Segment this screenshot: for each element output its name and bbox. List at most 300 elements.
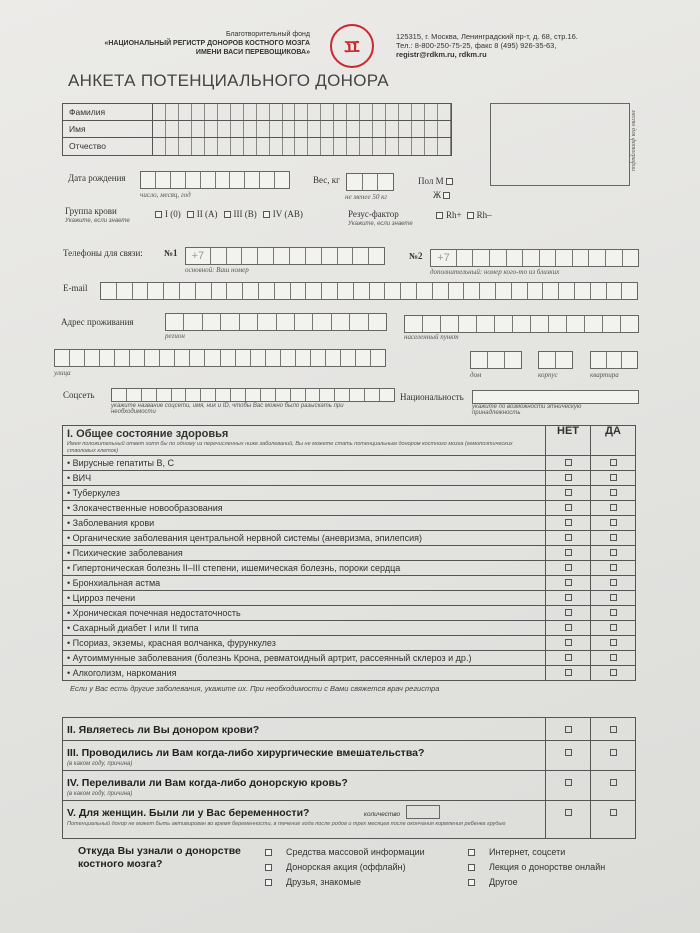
- nationality-field[interactable]: [472, 390, 639, 404]
- char-cell[interactable]: [141, 172, 156, 188]
- char-cell[interactable]: [549, 316, 567, 332]
- char-cell[interactable]: [276, 389, 291, 401]
- char-cell[interactable]: [433, 283, 449, 299]
- char-cell[interactable]: [156, 172, 171, 188]
- checkbox[interactable]: [468, 879, 475, 886]
- char-cell[interactable]: [296, 350, 311, 366]
- char-cell[interactable]: [313, 314, 331, 330]
- yes-checkbox[interactable]: [610, 594, 617, 601]
- char-cell[interactable]: [242, 248, 258, 264]
- char-cell[interactable]: [360, 104, 373, 120]
- char-cell[interactable]: [311, 350, 326, 366]
- char-cell[interactable]: [480, 283, 496, 299]
- char-cell[interactable]: [205, 138, 218, 155]
- char-cell[interactable]: [281, 350, 296, 366]
- char-cell[interactable]: [399, 138, 412, 155]
- char-cell[interactable]: [218, 138, 231, 155]
- char-cell[interactable]: [505, 352, 521, 368]
- char-cell[interactable]: [205, 350, 220, 366]
- char-cell[interactable]: [603, 316, 621, 332]
- char-cell[interactable]: [258, 248, 274, 264]
- char-cell[interactable]: [585, 316, 603, 332]
- char-cell[interactable]: [540, 250, 557, 266]
- yes-checkbox[interactable]: [610, 489, 617, 496]
- char-cell[interactable]: [205, 104, 218, 120]
- char-cell[interactable]: [438, 121, 451, 137]
- char-cell[interactable]: [205, 121, 218, 137]
- char-cell[interactable]: [179, 121, 192, 137]
- yes-checkbox[interactable]: [610, 809, 617, 816]
- no-checkbox[interactable]: [565, 534, 572, 541]
- char-cell[interactable]: [166, 121, 179, 137]
- char-cell[interactable]: [171, 172, 186, 188]
- checkbox[interactable]: [187, 211, 194, 218]
- char-cell[interactable]: [347, 174, 363, 190]
- char-cell[interactable]: [335, 389, 350, 401]
- char-cell[interactable]: [591, 283, 607, 299]
- char-cell[interactable]: [101, 283, 117, 299]
- char-cell[interactable]: [490, 250, 507, 266]
- no-checkbox[interactable]: [565, 809, 572, 816]
- char-cell[interactable]: [244, 104, 257, 120]
- yes-checkbox[interactable]: [610, 669, 617, 676]
- checkbox[interactable]: [265, 879, 272, 886]
- source-option[interactable]: Средства массовой информации: [265, 845, 468, 860]
- char-cell[interactable]: [260, 172, 275, 188]
- char-cell[interactable]: [172, 389, 187, 401]
- checkbox[interactable]: [436, 212, 443, 219]
- char-cell[interactable]: [257, 104, 270, 120]
- char-cell[interactable]: [117, 283, 133, 299]
- city-field[interactable]: [404, 315, 639, 333]
- blood-option[interactable]: III (B): [224, 209, 257, 219]
- social-field[interactable]: [111, 388, 395, 402]
- char-cell[interactable]: [142, 389, 157, 401]
- char-cell[interactable]: [164, 283, 180, 299]
- phone2-field[interactable]: [430, 249, 639, 267]
- char-cell[interactable]: [218, 104, 231, 120]
- char-cell[interactable]: [543, 283, 559, 299]
- no-checkbox[interactable]: [565, 594, 572, 601]
- char-cell[interactable]: [179, 104, 192, 120]
- char-cell[interactable]: [373, 104, 386, 120]
- char-cell[interactable]: [412, 138, 425, 155]
- char-cell[interactable]: [399, 121, 412, 137]
- char-cell[interactable]: [350, 389, 365, 401]
- char-cell[interactable]: [115, 350, 130, 366]
- checkbox[interactable]: [263, 211, 270, 218]
- yes-checkbox[interactable]: [610, 579, 617, 586]
- char-cell[interactable]: [148, 283, 164, 299]
- char-cell[interactable]: [190, 350, 205, 366]
- char-cell[interactable]: [405, 316, 423, 332]
- char-cell[interactable]: [184, 314, 202, 330]
- char-cell[interactable]: [512, 283, 528, 299]
- char-cell[interactable]: [341, 350, 356, 366]
- char-cell[interactable]: [270, 121, 283, 137]
- phone2-hint: дополнительный: номер кого-то из близких: [430, 268, 560, 276]
- char-cell[interactable]: [591, 352, 607, 368]
- source-option[interactable]: Интернет, соцсети: [468, 845, 605, 860]
- char-cell[interactable]: [186, 172, 201, 188]
- char-cell[interactable]: [295, 138, 308, 155]
- char-cell[interactable]: [386, 138, 399, 155]
- no-checkbox[interactable]: [565, 564, 572, 571]
- char-cell[interactable]: [231, 104, 244, 120]
- char-cell[interactable]: [244, 121, 257, 137]
- char-cell[interactable]: [438, 138, 451, 155]
- char-cell[interactable]: [321, 138, 334, 155]
- char-cell[interactable]: [85, 350, 100, 366]
- flat-field[interactable]: [590, 351, 638, 369]
- char-cell[interactable]: [216, 389, 231, 401]
- char-cell[interactable]: [245, 172, 260, 188]
- char-cell[interactable]: [166, 314, 184, 330]
- char-cell[interactable]: [496, 283, 512, 299]
- char-cell[interactable]: [373, 121, 386, 137]
- char-cell[interactable]: [623, 250, 639, 266]
- char-cell[interactable]: [259, 283, 275, 299]
- char-cell[interactable]: [589, 250, 606, 266]
- char-cell[interactable]: [55, 350, 70, 366]
- sex-female[interactable]: Ж: [433, 190, 453, 200]
- no-checkbox[interactable]: [565, 749, 572, 756]
- char-cell[interactable]: [295, 121, 308, 137]
- char-cell[interactable]: [270, 138, 283, 155]
- char-cell[interactable]: [322, 283, 338, 299]
- char-cell[interactable]: [283, 104, 296, 120]
- no-checkbox[interactable]: [565, 779, 572, 786]
- email-field[interactable]: [100, 282, 638, 300]
- char-cell[interactable]: [559, 283, 575, 299]
- char-cell[interactable]: [321, 104, 334, 120]
- char-cell[interactable]: [127, 389, 142, 401]
- char-cell[interactable]: [607, 283, 623, 299]
- char-cell[interactable]: [212, 283, 228, 299]
- char-cell[interactable]: [274, 248, 290, 264]
- char-cell[interactable]: [360, 138, 373, 155]
- char-cell[interactable]: [373, 138, 386, 155]
- char-cell[interactable]: [153, 104, 166, 120]
- region-field[interactable]: [165, 313, 387, 331]
- char-cell[interactable]: [257, 121, 270, 137]
- char-cell[interactable]: [334, 121, 347, 137]
- checkbox[interactable]: [467, 212, 474, 219]
- char-cell[interactable]: [180, 283, 196, 299]
- char-cell[interactable]: [531, 316, 549, 332]
- char-cell[interactable]: [573, 250, 590, 266]
- char-cell[interactable]: [277, 314, 295, 330]
- char-cell[interactable]: [70, 350, 85, 366]
- char-cell[interactable]: [347, 138, 360, 155]
- source-option[interactable]: Лекция о донорстве онлайн: [468, 860, 605, 875]
- char-cell[interactable]: [175, 350, 190, 366]
- char-cell[interactable]: [459, 316, 477, 332]
- char-cell[interactable]: [378, 174, 393, 190]
- char-cell[interactable]: [556, 352, 572, 368]
- char-cell[interactable]: [236, 350, 251, 366]
- no-checkbox[interactable]: [565, 474, 572, 481]
- house-field[interactable]: [470, 351, 522, 369]
- char-cell[interactable]: [621, 316, 638, 332]
- char-cell[interactable]: [270, 104, 283, 120]
- yes-checkbox[interactable]: [610, 534, 617, 541]
- char-cell[interactable]: [244, 138, 257, 155]
- char-cell[interactable]: [275, 172, 289, 188]
- no-checkbox[interactable]: [565, 726, 572, 733]
- char-cell[interactable]: [528, 283, 544, 299]
- char-cell[interactable]: [283, 121, 296, 137]
- char-cell[interactable]: [290, 248, 306, 264]
- char-cell[interactable]: [363, 174, 379, 190]
- no-checkbox[interactable]: [565, 669, 572, 676]
- char-cell[interactable]: [186, 389, 201, 401]
- char-cell[interactable]: [385, 283, 401, 299]
- char-cell[interactable]: [412, 121, 425, 137]
- char-cell[interactable]: [261, 389, 276, 401]
- yes-checkbox[interactable]: [610, 519, 617, 526]
- char-cell[interactable]: [477, 316, 495, 332]
- no-checkbox[interactable]: [565, 489, 572, 496]
- rhesus-option[interactable]: Rh–: [467, 210, 492, 220]
- yes-checkbox[interactable]: [610, 549, 617, 556]
- char-cell[interactable]: [243, 283, 259, 299]
- char-cell[interactable]: [130, 350, 145, 366]
- char-cell[interactable]: [295, 314, 313, 330]
- char-cell[interactable]: [575, 283, 591, 299]
- char-cell[interactable]: [145, 350, 160, 366]
- char-cell[interactable]: [227, 283, 243, 299]
- char-cell[interactable]: [523, 250, 540, 266]
- char-cell[interactable]: [622, 283, 637, 299]
- char-cell[interactable]: [365, 389, 380, 401]
- char-cell[interactable]: +7: [431, 250, 457, 266]
- char-cell[interactable]: [218, 121, 231, 137]
- char-cell[interactable]: [353, 248, 369, 264]
- char-cell[interactable]: [306, 389, 321, 401]
- char-cell[interactable]: [380, 389, 394, 401]
- char-cell[interactable]: [257, 138, 270, 155]
- no-checkbox[interactable]: [565, 519, 572, 526]
- weight-field[interactable]: [346, 173, 394, 191]
- char-cell[interactable]: [350, 314, 368, 330]
- char-cell[interactable]: [306, 248, 322, 264]
- char-cell[interactable]: [370, 283, 386, 299]
- char-cell[interactable]: [338, 248, 354, 264]
- no-checkbox[interactable]: [565, 504, 572, 511]
- char-cell[interactable]: [275, 283, 291, 299]
- char-cell[interactable]: [488, 352, 505, 368]
- char-cell[interactable]: [216, 172, 231, 188]
- yes-checkbox[interactable]: [610, 654, 617, 661]
- source-option[interactable]: Донорская акция (оффлайн): [265, 860, 468, 875]
- char-cell[interactable]: [100, 350, 115, 366]
- char-cell[interactable]: +7: [186, 248, 211, 264]
- yes-checkbox[interactable]: [610, 779, 617, 786]
- char-cell[interactable]: [153, 121, 166, 137]
- char-cell[interactable]: [607, 352, 623, 368]
- char-cell[interactable]: [425, 121, 438, 137]
- char-cell[interactable]: [606, 250, 623, 266]
- yes-checkbox[interactable]: [610, 609, 617, 616]
- yes-checkbox[interactable]: [610, 624, 617, 631]
- health-row: [63, 666, 636, 681]
- no-checkbox[interactable]: [565, 579, 572, 586]
- char-cell[interactable]: [369, 248, 384, 264]
- char-cell[interactable]: [192, 104, 205, 120]
- char-cell[interactable]: [449, 283, 465, 299]
- char-cell[interactable]: [160, 350, 175, 366]
- char-cell[interactable]: [567, 316, 585, 332]
- no-checkbox[interactable]: [565, 654, 572, 661]
- checkbox[interactable]: [468, 849, 475, 856]
- char-cell[interactable]: [360, 121, 373, 137]
- char-cell[interactable]: [133, 283, 149, 299]
- char-cell[interactable]: [291, 283, 307, 299]
- char-cell[interactable]: [473, 250, 490, 266]
- sex-male[interactable]: Пол М: [418, 176, 456, 186]
- char-cell[interactable]: [258, 314, 276, 330]
- blood-option[interactable]: IV (AB): [263, 209, 303, 219]
- char-cell[interactable]: [201, 389, 216, 401]
- char-cell[interactable]: [412, 104, 425, 120]
- char-cell[interactable]: [201, 172, 216, 188]
- char-cell[interactable]: [166, 138, 179, 155]
- checkbox[interactable]: [468, 864, 475, 871]
- street-field[interactable]: [54, 349, 386, 367]
- char-cell[interactable]: [203, 314, 221, 330]
- char-cell[interactable]: [332, 314, 350, 330]
- char-cell[interactable]: [386, 104, 399, 120]
- rhesus-option[interactable]: Rh+: [436, 210, 462, 220]
- char-cell[interactable]: [320, 389, 335, 401]
- char-cell[interactable]: [495, 316, 513, 332]
- checkbox[interactable]: [155, 211, 162, 218]
- char-cell[interactable]: [266, 350, 281, 366]
- char-cell[interactable]: [513, 316, 531, 332]
- char-cell[interactable]: [334, 104, 347, 120]
- char-cell[interactable]: [471, 352, 488, 368]
- char-cell[interactable]: [354, 283, 370, 299]
- birth-date-field[interactable]: [140, 171, 290, 189]
- health-item: • Вирусные гепатиты В, С: [63, 456, 546, 471]
- char-cell[interactable]: [417, 283, 433, 299]
- checkbox[interactable]: [265, 849, 272, 856]
- char-cell[interactable]: [308, 121, 321, 137]
- yes-checkbox[interactable]: [610, 639, 617, 646]
- char-cell[interactable]: [356, 350, 371, 366]
- char-cell[interactable]: [371, 350, 385, 366]
- char-cell[interactable]: [347, 121, 360, 137]
- char-cell[interactable]: [192, 138, 205, 155]
- source-option[interactable]: Друзья, знакомые: [265, 875, 468, 890]
- char-cell[interactable]: [295, 104, 308, 120]
- char-cell[interactable]: [308, 138, 321, 155]
- source-option[interactable]: Другое: [468, 875, 605, 890]
- char-cell[interactable]: [211, 248, 227, 264]
- char-cell[interactable]: [622, 352, 637, 368]
- char-cell[interactable]: [157, 389, 172, 401]
- photo-box[interactable]: [490, 103, 630, 186]
- char-cell[interactable]: [246, 389, 261, 401]
- char-cell[interactable]: [425, 104, 438, 120]
- char-cell[interactable]: [192, 121, 205, 137]
- char-cell[interactable]: [231, 138, 244, 155]
- char-cell[interactable]: [196, 283, 212, 299]
- char-cell[interactable]: [539, 352, 556, 368]
- char-cell[interactable]: [283, 138, 296, 155]
- char-cell[interactable]: [221, 314, 239, 330]
- no-checkbox[interactable]: [565, 609, 572, 616]
- char-cell[interactable]: [457, 250, 474, 266]
- source-options-left: [265, 845, 468, 890]
- char-cell[interactable]: [334, 138, 347, 155]
- char-cell[interactable]: [399, 104, 412, 120]
- char-cell[interactable]: [231, 121, 244, 137]
- phone1-field[interactable]: [185, 247, 385, 265]
- char-cell[interactable]: [326, 350, 341, 366]
- yes-checkbox[interactable]: [610, 749, 617, 756]
- char-cell[interactable]: [221, 350, 236, 366]
- pregnancy-count-field[interactable]: [406, 805, 440, 819]
- char-cell[interactable]: [112, 389, 127, 401]
- char-cell[interactable]: [227, 248, 243, 264]
- char-cell[interactable]: [166, 104, 179, 120]
- char-cell[interactable]: [230, 172, 245, 188]
- char-cell[interactable]: [338, 283, 354, 299]
- phones-label: Телефоны для связи:: [63, 248, 143, 258]
- char-cell[interactable]: [240, 314, 258, 330]
- blood-option[interactable]: II (A): [187, 209, 218, 219]
- org-name: [60, 30, 310, 57]
- yes-checkbox[interactable]: [610, 564, 617, 571]
- char-cell[interactable]: [308, 104, 321, 120]
- no-checkbox[interactable]: [565, 459, 572, 466]
- yes-checkbox[interactable]: [610, 726, 617, 733]
- char-cell[interactable]: [306, 283, 322, 299]
- char-cell[interactable]: [464, 283, 480, 299]
- char-cell[interactable]: [386, 121, 399, 137]
- char-cell[interactable]: [369, 314, 386, 330]
- char-cell[interactable]: [423, 316, 441, 332]
- yes-checkbox[interactable]: [610, 474, 617, 481]
- char-cell[interactable]: [401, 283, 417, 299]
- char-cell[interactable]: [425, 138, 438, 155]
- char-cell[interactable]: [507, 250, 524, 266]
- char-cell[interactable]: [251, 350, 266, 366]
- building-field[interactable]: [538, 351, 573, 369]
- char-cell[interactable]: [322, 248, 338, 264]
- checkbox[interactable]: [265, 864, 272, 871]
- no-checkbox[interactable]: [565, 639, 572, 646]
- no-checkbox[interactable]: [565, 549, 572, 556]
- no-checkbox[interactable]: [565, 624, 572, 631]
- char-cell[interactable]: [438, 104, 451, 120]
- checkbox[interactable]: [224, 211, 231, 218]
- char-cell[interactable]: [321, 121, 334, 137]
- yes-checkbox[interactable]: [610, 459, 617, 466]
- blood-option[interactable]: I (0): [155, 209, 181, 219]
- char-cell[interactable]: [291, 389, 306, 401]
- char-cell[interactable]: [231, 389, 246, 401]
- char-cell[interactable]: [556, 250, 573, 266]
- char-cell[interactable]: [347, 104, 360, 120]
- yes-checkbox[interactable]: [610, 504, 617, 511]
- char-cell[interactable]: [153, 138, 166, 155]
- health-subtitle: Имея положительный ответ хотя бы по одному из перечисленных ниже заболеваний, Вы не можете стать потенциальным донором костного мозга (гемопоэтических стволовых клеток): [67, 441, 513, 454]
- char-cell[interactable]: [179, 138, 192, 155]
- char-cell[interactable]: [441, 316, 459, 332]
